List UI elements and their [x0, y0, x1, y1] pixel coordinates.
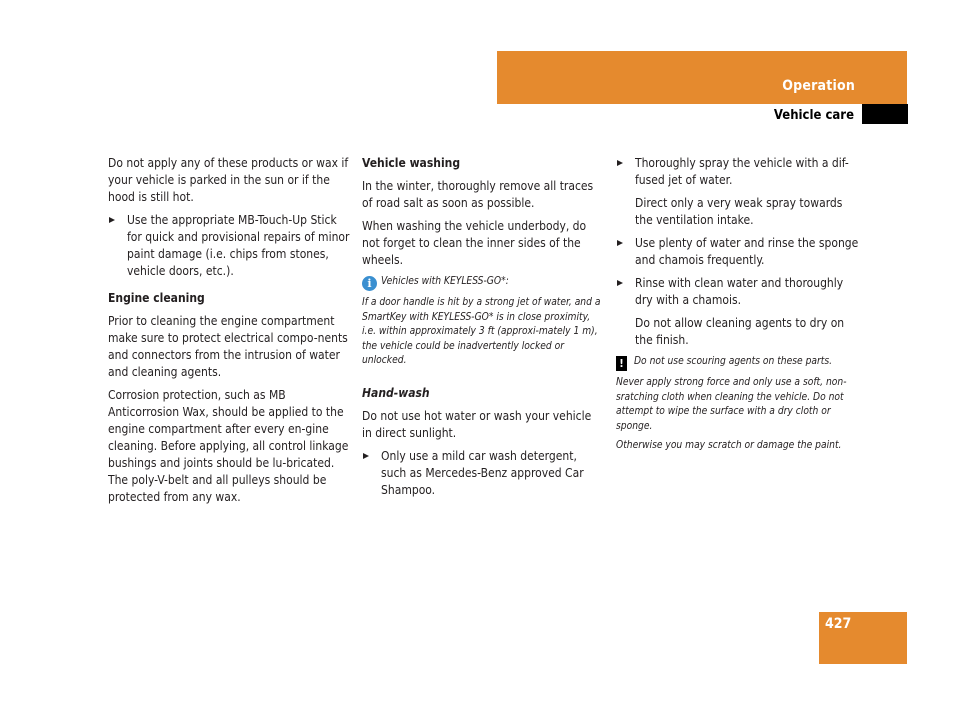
bullet-arrow-icon — [109, 217, 115, 223]
page-number: 427 — [825, 616, 852, 632]
bullet-item — [616, 235, 861, 269]
bullet-arrow-icon — [363, 453, 369, 459]
warning-text: Do not use scouring agents on these parts. — [634, 356, 833, 367]
info-icon: i — [362, 276, 377, 291]
column-1 — [108, 155, 350, 512]
column-3 — [616, 155, 861, 459]
bullet-text: Use plenty of water and rinse the sponge and chamois frequently. — [635, 236, 859, 267]
paragraph: When washing the vehicle underbody, do not forget to clean the inner sides of the wheels. — [362, 219, 587, 267]
warning-note-body: Never apply strong force and only use a soft, non-sratching cloth when cleaning the vehicle. Do not attempt to wipe the surface with a dry cloth or sponge. — [616, 377, 847, 432]
heading-vehicle-washing: Vehicle washing — [362, 156, 461, 170]
heading-engine-cleaning: Engine cleaning — [108, 291, 205, 305]
section-title: Operation — [782, 78, 855, 94]
bullet-item — [616, 275, 861, 309]
thumb-tab-marker — [862, 104, 908, 124]
heading-hand-wash: Hand-wash — [362, 385, 430, 400]
paragraph: Do not use hot water or wash your vehicle in direct sunlight. — [362, 408, 592, 440]
indented-paragraph: Direct only a very weak spray towards the ventilation intake. — [635, 196, 843, 227]
page-number-box — [819, 612, 907, 664]
info-note-title — [362, 275, 604, 291]
warning-note-title — [616, 355, 861, 371]
paragraph: Corrosion protection, such as MB Anticorrosion Wax, should be applied to the engine compartment after every en-gine cleaning. Before applying, all control linkage bushings and joints should be lu-bricated. The poly-V-belt and all pulleys should be protected from any wax. — [108, 388, 349, 504]
bullet-item — [616, 155, 861, 189]
intro-paragraph: Do not apply any of these products or wax if your vehicle is parked in the sun or if the hood is still hot. — [108, 156, 349, 204]
header-bar — [497, 51, 907, 104]
bullet-arrow-icon — [617, 240, 623, 246]
note-title-text: Vehicles with KEYLESS-GO*: — [381, 276, 509, 287]
warning-note-body: Otherwise you may scratch or damage the paint. — [616, 440, 842, 451]
info-note-body: If a door handle is hit by a strong jet of water, and a SmartKey with KEYLESS-GO* is in close proximity, i.e. within approximately 3 ft (approxi-mately 1 m), the vehicle could be inadvertently locked or unlocked. — [362, 297, 601, 366]
subsection-title: Vehicle care — [773, 108, 854, 123]
bullet-text: Only use a mild car wash detergent, such as Mercedes-Benz approved Car Shampoo. — [381, 448, 584, 497]
warning-icon: ! — [616, 356, 627, 371]
bullet-item — [108, 212, 350, 280]
paragraph: Prior to cleaning the engine compartment make sure to protect electrical compo-nents and connectors from the intrusion of water and cleaning agents. — [108, 314, 348, 379]
bullet-arrow-icon — [617, 280, 623, 286]
bullet-arrow-icon — [617, 160, 623, 166]
bullet-text: Rinse with clean water and thoroughly dry with a chamois. — [635, 276, 844, 307]
bullet-item — [362, 448, 604, 499]
bullet-text: Use the appropriate MB-Touch-Up Stick for quick and provisional repairs of minor paint damage (i.e. chips from stones, vehicle doors, etc.). — [127, 213, 350, 278]
column-2 — [362, 155, 604, 505]
paragraph: In the winter, thoroughly remove all traces of road salt as soon as possible. — [362, 179, 594, 210]
indented-paragraph: Do not allow cleaning agents to dry on the finish. — [635, 316, 845, 347]
bullet-text: Thoroughly spray the vehicle with a dif-fused jet of water. — [635, 156, 849, 187]
